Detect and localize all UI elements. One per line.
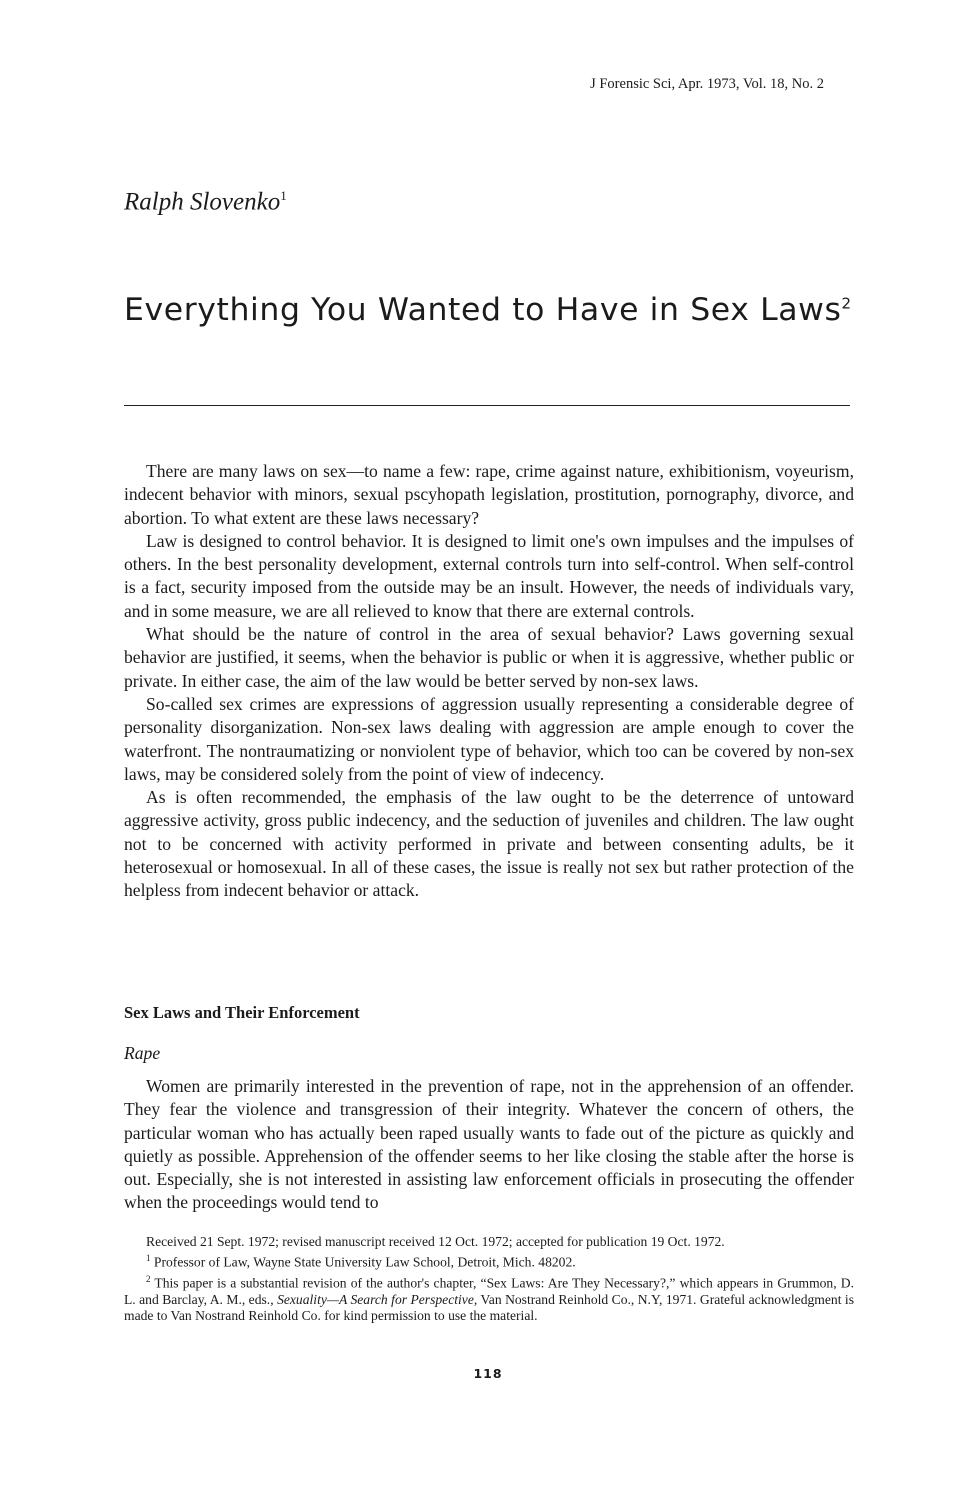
page-number: 118 [473,1366,503,1381]
footnote-2-book-title: Sexuality—A Search for Perspective, [277,1291,478,1307]
footnote-1-mark: 1 [146,1253,151,1264]
body-paragraph: Women are primarily interested in the prevention of rape, not in the apprehension of an offender. They fear the violence and transgression of their integrity. Whatever the concern of others, the particular woman who has actually been raped usually wants to fade out of the picture as quickly and quietly as possible. Apprehension of the offender seems to her like closing the stable after the horse is out. Especially, she is not interested in assisting law enforcement officials in prosecuting the offender when the proceedings would tend to [124,1076,854,1213]
body-paragraph: What should be the nature of control in the area of sexual behavior? Laws governing sexual behavior are justified, it seems, when the behavior is public or when it is aggressive, whether public or private. In either case, the aim of the law would be better served by non-sex laws. [124,624,854,691]
article-body [124,460,854,903]
section-body [124,1075,854,1215]
body-paragraph: As is often recommended, the emphasis of the law ought to be the deterrence of untoward aggressive activity, gross public indecency, and the seduction of juveniles and children. The law ought not to be concerned with activity performed in private and between consenting adults, be it heterosexual or homosexual. In all of these cases, the issue is really not sex but rather protection of the helpless from indecent behavior or attack. [124,787,854,901]
title-footnote-mark: 2 [841,294,852,313]
footnote-2-text-end: Van Nostrand Reinhold Co., N.Y, 1971. Grateful acknowledgment is made to Van Nostrand Reinhold Co. for kind permission to use the material. [124,1291,854,1323]
footnote-1 [124,1250,854,1271]
article-title [124,292,884,328]
footnote-1-text: Professor of Law, Wayne State University Law School, Detroit, Mich. 48202. [153,1254,576,1270]
subsection-heading: Rape [124,1043,161,1063]
body-paragraph: Law is designed to control behavior. It is designed to limit one's own impulses and the impulses of others. In the best personality development, external controls turn into self-control. When self-control is a fact, security imposed from the outside may be an insult. However, the needs of individuals vary, and in some measure, we are all relieved to know that there are external controls. [124,530,854,621]
body-paragraph: So-called sex crimes are expressions of aggression usually representing a considerable degree of personality disorganization. Non-sex laws dealing with aggression are ample enough to cover the waterfront. The nontraumatizing or nonviolent type of behavior, which too can be covered by non-sex laws, may be considered solely from the point of view of indecency. [124,693,854,784]
author-name [124,188,287,216]
journal-citation: J Forensic Sci, Apr. 1973, Vol. 18, No. 2 [590,76,824,92]
footnotes [124,1234,854,1324]
author-footnote-mark: 1 [280,188,287,203]
footnote-2 [124,1271,854,1324]
section-heading: Sex Laws and Their Enforcement [124,1003,360,1022]
title-divider [124,405,850,406]
body-paragraph: There are many laws on sex—to name a few: rape, crime against nature, exhibitionism, voyeurism, indecent behavior with minors, sexual pscyhopath legislation, prostitution, pornography, divorce, and abortion. To what extent are these laws necessary? [124,461,854,528]
footnote-2-mark: 2 [146,1273,151,1284]
footnote-received: Received 21 Sept. 1972; revised manuscript received 12 Oct. 1972; accepted for publication 19 Oct. 1972. [146,1234,725,1249]
footnote-2-text-start: This paper is a substantial revision of the author's chapter, “Sex Laws: Are They Necessary?,” which appears in Grummon, D. L. and Barclay, A. M., eds., [124,1275,854,1307]
article-title-text: Everything You Wanted to Have in Sex Laws [124,292,842,328]
author-name-text: Ralph Slovenko [124,188,281,216]
